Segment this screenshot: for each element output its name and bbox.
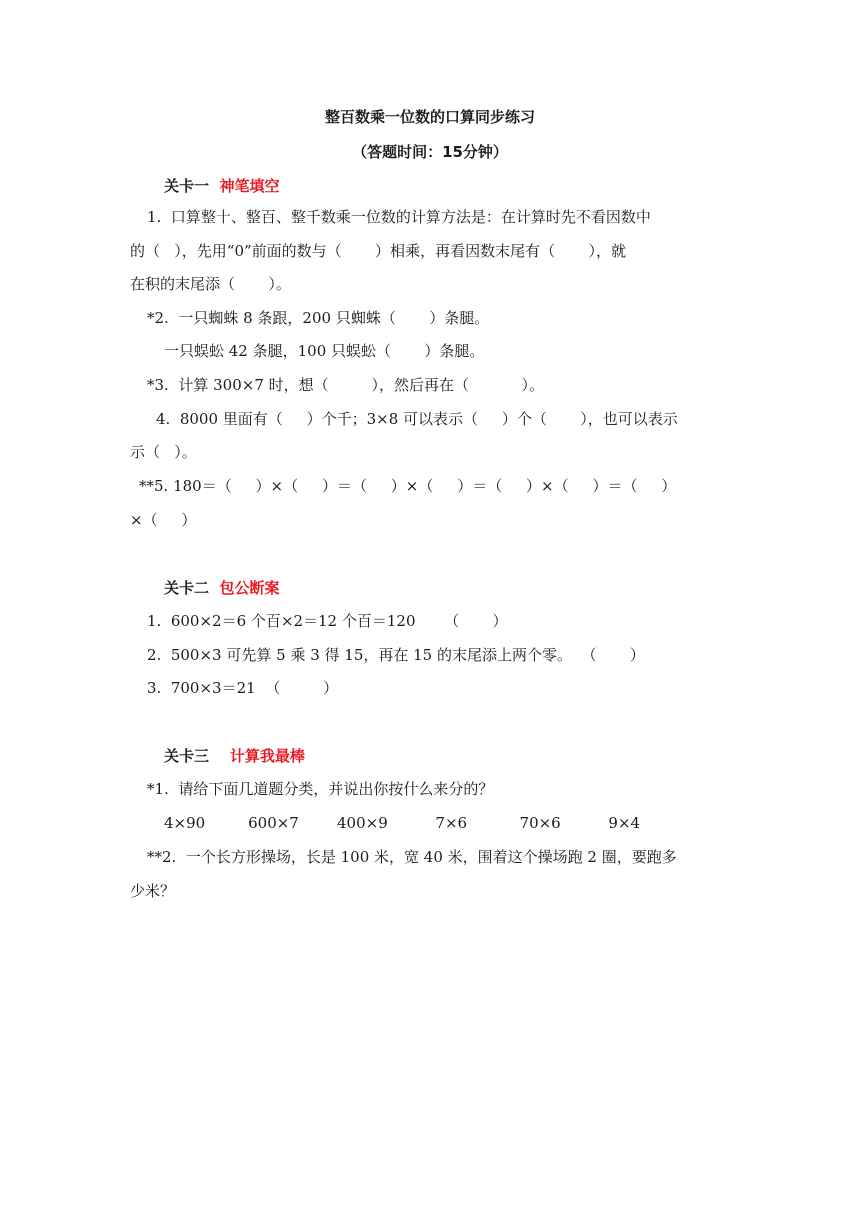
- s1-q5-line1: **5. 180＝（ ）×（ ）＝（ ）×（ ）＝（ ）×（ ）＝（ ）: [139, 477, 677, 495]
- s1-q3: *3. 计算 300×7 时，想（ ），然后再在（ ）。: [147, 376, 544, 394]
- section-1-heading: [164, 175, 279, 196]
- s1-q5-line2: ×（ ）: [130, 511, 197, 529]
- s1-q1-line2: 的（ ），先用“0”前面的数与（ ）相乘，再看因数末尾有（ ），就: [130, 242, 626, 260]
- section-1-label: 关卡一: [164, 177, 210, 195]
- s2-q3: 3. 700×3＝21 （ ）: [147, 679, 339, 697]
- s1-q2-line1: *2. 一只蜘蛛 8 条跟，200 只蜘蛛（ ）条腿。: [147, 309, 490, 327]
- s1-q4-line1: 4. 8000 里面有（ ）个千；3×8 可以表示（ ）个（ ），也可以表示: [156, 410, 678, 428]
- s1-q1-line1: 1. 口算整十、整百、整千数乘一位数的计算方法是：在计算时先不看因数中: [147, 208, 651, 226]
- section-1-name: 神笔填空: [219, 177, 280, 195]
- section-3-name: 计算我最棒: [229, 747, 305, 765]
- s3-q2-line2: 少米？: [130, 882, 176, 900]
- s3-q2-line1: **2. 一个长方形操场，长是 100 米，宽 40 米，围着这个操场跑 2 圈，要跑多: [147, 848, 677, 866]
- s2-q2: 2. 500×3 可先算 5 乘 3 得 15，再在 15 的末尾添上两个零。 （ ）: [147, 646, 645, 664]
- page-title: 整百数乘一位数的口算同步练习: [324, 108, 535, 126]
- section-3-heading: [164, 745, 305, 766]
- s1-q4-line2: 示（ ）。: [130, 443, 197, 461]
- section-2-name: 包公断案: [219, 579, 280, 597]
- s1-q1-line3: 在积的末尾添（ ）。: [130, 275, 291, 293]
- section-3-label: 关卡三: [164, 747, 210, 765]
- s3-q1: *1. 请给下面几道题分类，并说出你按什么来分的？: [147, 780, 494, 798]
- page-subtitle: （答题时间：15分钟）: [352, 143, 508, 161]
- s2-q1: 1. 600×2＝6 个百×2＝12 个百＝120 （ ）: [147, 612, 508, 630]
- section-2-label: 关卡二: [164, 579, 210, 597]
- s1-q2-line2: 一只蜈蚣 42 条腿，100 只蜈蚣（ ）条腿。: [164, 342, 485, 360]
- s3-expressions: 4×90 600×7 400×9 7×6 70×6 9×4: [164, 814, 641, 832]
- section-2-heading: [164, 577, 279, 598]
